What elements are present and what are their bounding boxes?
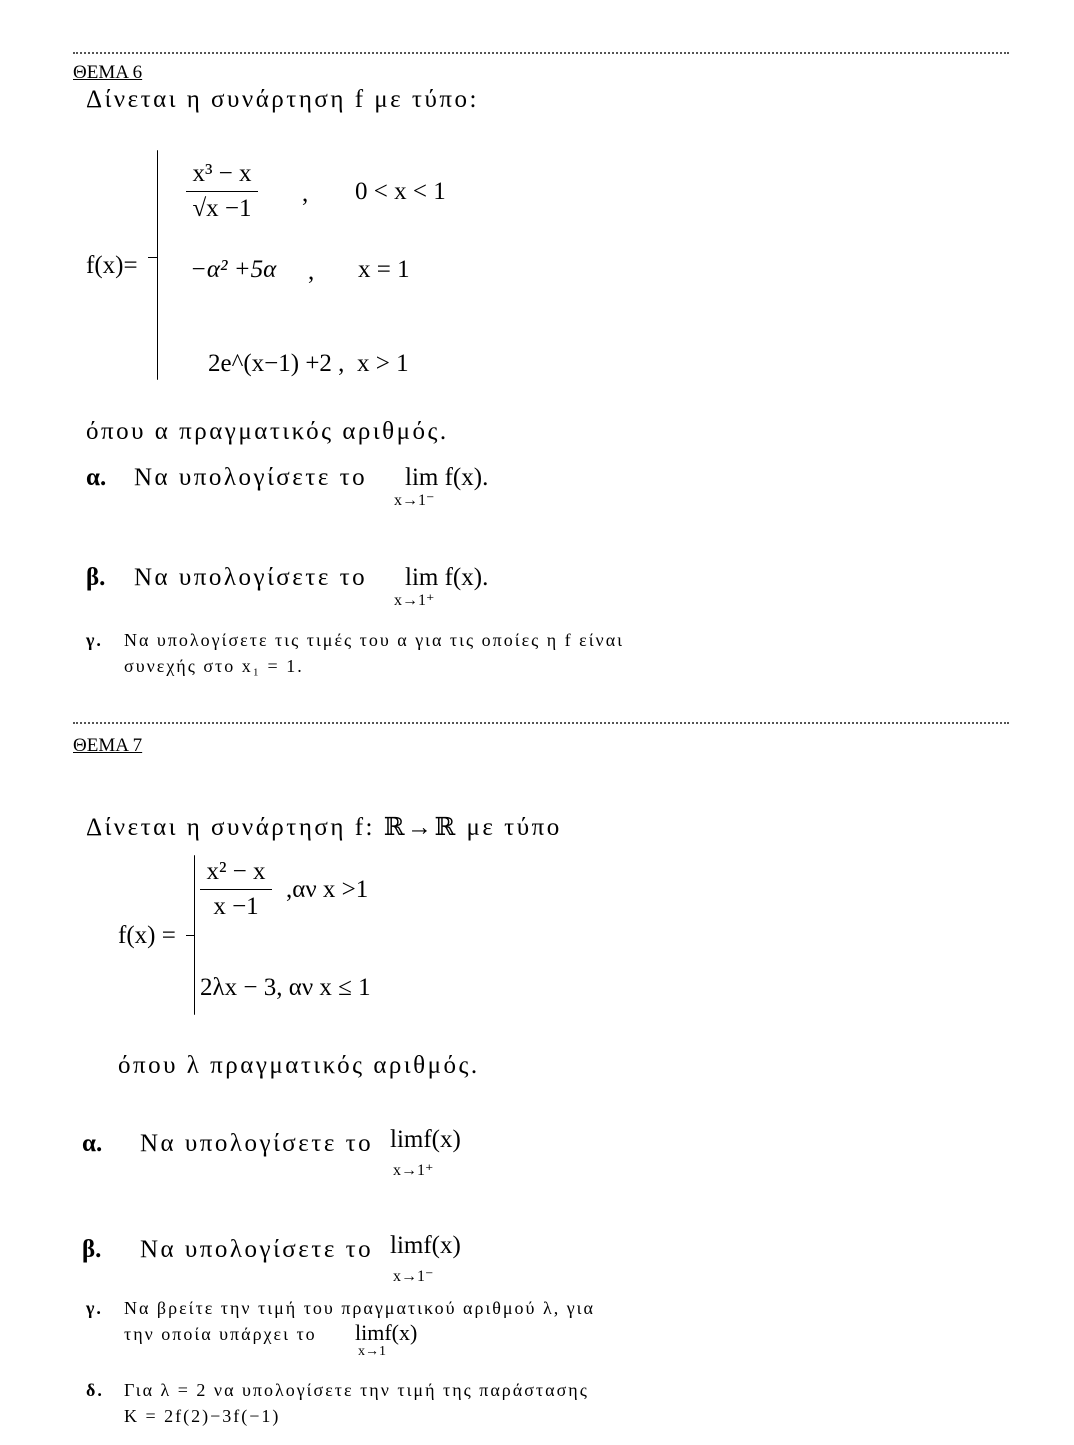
theme7-qb-limit-subscript: x→1⁻ [393,1268,434,1285]
separator-top [73,52,1009,54]
theme6-case1-numerator: x³ − x [192,160,252,187]
theme6-qa-limit: lim f(x). [405,464,489,491]
theme7-intro: Δίνεται η συνάρτηση f: ℝ→ℝ με τύπο [86,814,562,841]
theme6-heading: ΘΕΜΑ 6 [73,62,143,83]
theme7-qb-text: Να υπολογίσετε το [140,1236,374,1263]
theme7-qd-line1: Για λ = 2 να υπολογίσετε την τιμή της παράστασης [124,1380,589,1400]
theme6-qb-text: Να υπολογίσετε το [134,564,368,591]
theme7-where: όπου λ πραγματικός αριθμός. [118,1052,480,1079]
separator-middle [73,722,1009,724]
theme6-brace-tip [148,257,158,258]
theme7-qa-limit-subscript: x→1⁺ [393,1162,434,1179]
theme6-qg-line2: συνεχής στο x₁ = 1. [124,656,304,676]
theme7-qg-line2: την οποία υπάρχει το [124,1324,317,1344]
theme6-brace [157,150,158,380]
theme7-qg-limit: limf(x) [355,1320,418,1345]
theme6-case2-expression: −α² +5α [190,256,277,283]
theme6-qa-text: Να υπολογίσετε το [134,464,368,491]
theme7-qb-label: β. [82,1236,102,1263]
theme7-brace-tip [186,935,195,936]
theme7-qa-text: Να υπολογίσετε το [140,1130,374,1157]
theme7-case1-fraction [200,858,272,921]
theme7-qd-label: δ. [86,1380,104,1400]
theme7-qa-limit: limf(x) [390,1126,461,1153]
fraction-bar [186,191,258,192]
theme6-intro: Δίνεται η συνάρτηση f με τύπο: [86,86,479,113]
theme6-case1-fraction [186,160,258,223]
theme7-case1-condition: ,αν x >1 [286,876,369,903]
theme6-qb-limit: lim f(x). [405,564,489,591]
theme7-f-label: f(x) = [118,922,176,949]
theme7-qg-limit-subscript: x→1 [358,1344,386,1359]
theme7-qd-line2: K = 2f(2)−3f(−1) [124,1406,281,1426]
theme6-where: όπου α πραγματικός αριθμός. [86,418,449,445]
theme6-qg-label: γ. [86,630,103,650]
theme6-case1-sep: , [302,180,309,207]
theme7-qb-limit: limf(x) [390,1232,461,1259]
theme7-qa-label: α. [82,1130,103,1157]
theme6-case1-condition: 0 < x < 1 [355,178,446,205]
theme7-case1-denominator: x −1 [213,893,259,920]
theme6-qb-label: β. [86,564,106,591]
theme7-qg-line1: Να βρείτε την τιμή του πραγματικού αριθμού λ, για [124,1298,595,1318]
theme7-qg-label: γ. [86,1298,103,1318]
theme6-qa-label: α. [86,464,107,491]
theme7-case2-expression: 2λx − 3, αν x ≤ 1 [200,974,371,1001]
theme6-qa-limit-subscript: x→1⁻ [394,492,435,509]
theme6-qg-line1: Να υπολογίσετε τις τιμές του α για τις οποίες η f είναι [124,630,624,650]
theme6-qb-limit-subscript: x→1⁺ [394,592,435,609]
theme6-case3-condition: x > 1 [357,350,409,377]
theme7-heading: ΘΕΜΑ 7 [73,735,143,756]
theme6-case3-expression: 2e^(x−1) +2 , [208,350,345,377]
theme6-f-label: f(x)= [86,252,138,279]
theme6-case1-denominator: √x −1 [192,195,252,222]
theme6-case2-condition: x = 1 [358,256,410,283]
fraction-bar [200,889,272,890]
theme6-case2-sep: , [308,258,315,285]
theme7-case1-numerator: x² − x [206,858,266,885]
